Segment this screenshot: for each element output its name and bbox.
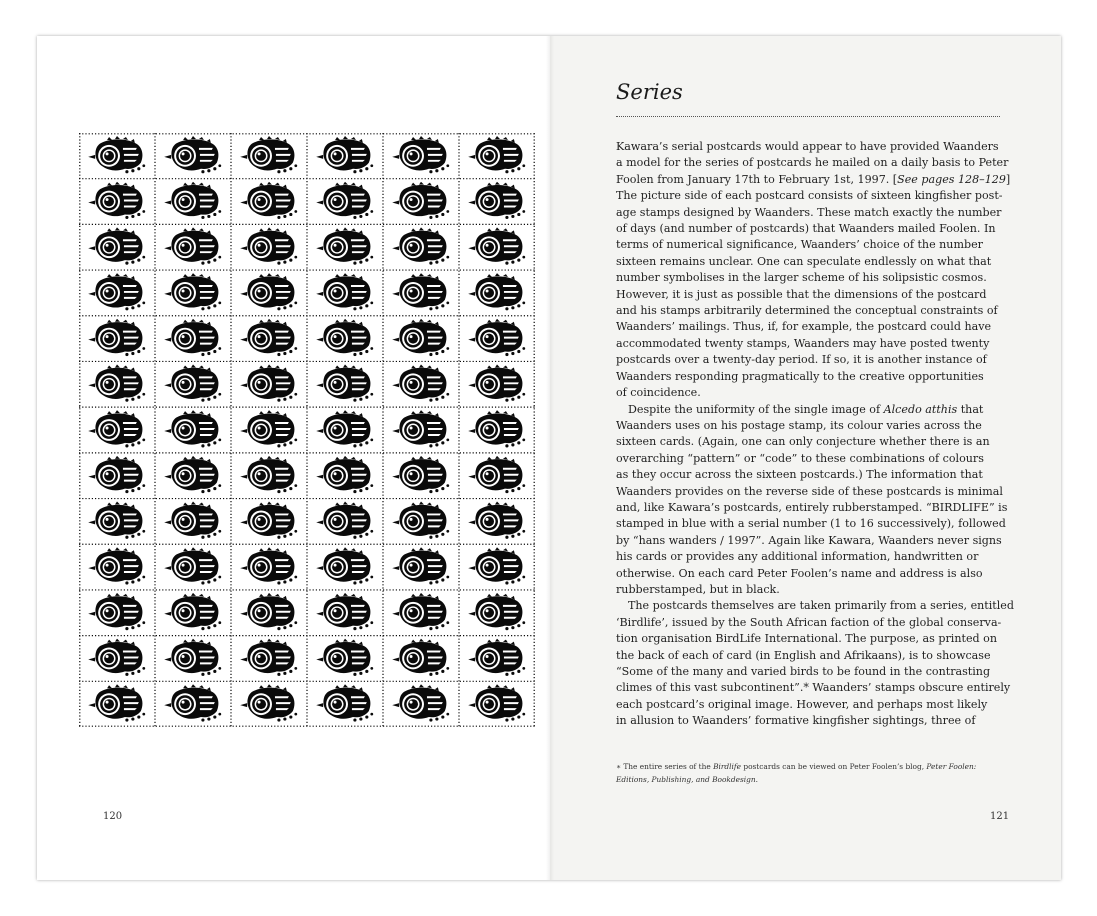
kingfisher-stamp-icon xyxy=(316,410,373,447)
text-run: rubberstamped, but in black. xyxy=(616,582,780,596)
kingfisher-stamp-icon xyxy=(164,182,221,219)
text-line xyxy=(616,369,1000,385)
text-line xyxy=(616,352,1000,368)
kingfisher-stamp-icon xyxy=(88,502,145,539)
kingfisher-stamp-icon xyxy=(164,684,221,721)
right-page xyxy=(550,36,1061,880)
kingfisher-stamp-icon xyxy=(164,593,221,630)
kingfisher-stamp-icon xyxy=(164,319,221,356)
text-run: that xyxy=(957,402,984,416)
text-line xyxy=(616,760,1000,773)
kingfisher-stamp-icon xyxy=(164,639,221,676)
text-line xyxy=(616,533,1000,549)
kingfisher-stamp-icon xyxy=(88,410,145,447)
text-run: and his stamps arbitrarily determined the conceptual constraints of xyxy=(616,304,998,318)
kingfisher-stamp-icon xyxy=(164,410,221,447)
kingfisher-stamp-icon xyxy=(468,227,525,264)
text-line xyxy=(616,713,1000,729)
kingfisher-stamp-icon xyxy=(392,273,449,310)
page-number-right: 121 xyxy=(990,811,1010,822)
kingfisher-stamp-icon xyxy=(392,547,449,584)
text-run: overarching “pattern” or “code” to these combinations of colours xyxy=(616,451,984,465)
kingfisher-stamp-icon xyxy=(392,502,449,539)
kingfisher-stamp-icon xyxy=(88,456,145,493)
kingfisher-stamp-icon xyxy=(468,684,525,721)
text-run: sixteen remains unclear. One can speculate endlessly on what that xyxy=(616,254,992,268)
text-run: Editions, Publishing, and Bookdesign xyxy=(616,775,756,784)
book-gutter xyxy=(546,36,554,880)
kingfisher-stamp-icon xyxy=(240,593,297,630)
left-page xyxy=(37,36,550,880)
kingfisher-stamp-icon xyxy=(316,547,373,584)
text-line xyxy=(616,303,1000,319)
text-run: “Some of the many and varied birds to be found in the contrasting xyxy=(616,665,991,678)
text-line xyxy=(616,237,1000,253)
text-run: age stamps designed by Waanders. These match exactly the number xyxy=(616,205,1002,219)
kingfisher-stamp-icon xyxy=(88,182,145,219)
kingfisher-stamp-icon xyxy=(392,684,449,721)
text-run: each postcard’s original image. However, and perhaps most likely xyxy=(616,697,988,711)
kingfisher-stamp-icon xyxy=(240,273,297,310)
kingfisher-stamp-icon xyxy=(88,364,145,401)
text-run: sixteen cards. (Again, one can only conjecture whether there is an xyxy=(616,435,990,449)
kingfisher-stamp-icon xyxy=(316,684,373,721)
kingfisher-stamp-icon xyxy=(316,502,373,539)
text-run: However, it is just as possible that the dimensions of the postcard xyxy=(616,287,987,301)
kingfisher-stamp-icon xyxy=(316,227,373,264)
kingfisher-stamp-icon xyxy=(468,364,525,401)
kingfisher-stamp-icon xyxy=(316,182,373,219)
text-run: as they occur across the sixteen postcards.) The information that xyxy=(616,468,983,482)
text-run: ‘Birdlife’, issued by the South African faction of the global conserva- xyxy=(616,615,1002,629)
text-run: in allusion to Waanders’ formative kingfisher sightings, three of xyxy=(616,714,976,728)
text-line xyxy=(616,467,1000,483)
kingfisher-stamp-icon xyxy=(88,136,145,173)
text-run: stamped in blue with a serial number (1 to 16 successively), followed xyxy=(616,517,1006,531)
text-run: postcards over a twenty-day period. If so, it is another instance of xyxy=(616,353,987,367)
text-run: by “hans wanders / 1997”. Again like Kawara, Waanders never signs xyxy=(616,533,1002,547)
body-text xyxy=(616,139,1014,730)
text-line xyxy=(616,155,1009,171)
kingfisher-stamp-icon xyxy=(240,364,297,401)
text-line xyxy=(616,773,1000,786)
text-run: postcards can be viewed on Peter Foolen’s blog, xyxy=(740,762,927,771)
paragraph xyxy=(616,402,1008,599)
kingfisher-stamp-icon xyxy=(392,227,449,264)
kingfisher-stamp-icon xyxy=(316,136,373,173)
kingfisher-stamp-icon xyxy=(88,273,145,310)
kingfisher-stamp-icon xyxy=(468,273,525,310)
text-line xyxy=(616,664,1000,680)
text-line xyxy=(616,270,1000,286)
text-line xyxy=(616,402,1000,418)
text-line xyxy=(616,254,1000,270)
kingfisher-stamp-icon xyxy=(316,319,373,356)
kingfisher-stamp-icon xyxy=(468,136,525,173)
kingfisher-stamp-icon xyxy=(88,227,145,264)
text-run: of coincidence. xyxy=(616,386,701,400)
kingfisher-stamp-icon xyxy=(392,456,449,493)
kingfisher-stamp-icon xyxy=(240,684,297,721)
section-heading: Series xyxy=(616,80,683,104)
kingfisher-stamp-icon xyxy=(164,547,221,584)
text-run: Alcedo atthis xyxy=(883,402,958,416)
text-line xyxy=(616,172,1011,188)
text-run: Despite the uniformity of the single image of xyxy=(628,402,884,416)
text-line xyxy=(616,139,1000,155)
kingfisher-stamp-icon xyxy=(392,182,449,219)
kingfisher-stamp-icon xyxy=(316,593,373,630)
text-run: of days (and number of postcards) that Waanders mailed Foolen. In xyxy=(616,222,996,236)
text-line xyxy=(616,287,1000,303)
text-line xyxy=(616,516,1006,532)
text-run: Waanders provides on the reverse side of these postcards is minimal xyxy=(616,484,1003,498)
kingfisher-stamp-icon xyxy=(88,639,145,676)
text-line xyxy=(616,615,1000,631)
text-run: Waanders uses on his postage stamp, its colour varies across the xyxy=(616,418,982,432)
text-run: Foolen from January 17th to February 1st, 1997. [ xyxy=(616,172,898,186)
kingfisher-stamp-icon xyxy=(240,456,297,493)
text-line xyxy=(616,549,1000,565)
kingfisher-stamp-grid xyxy=(79,133,535,727)
kingfisher-stamp-icon xyxy=(392,639,449,676)
kingfisher-stamp-icon xyxy=(468,456,525,493)
text-line xyxy=(616,418,1000,434)
text-run: a model for the series of postcards he mailed on a daily basis to Peter xyxy=(616,156,1009,170)
text-run: ] xyxy=(1005,172,1011,186)
text-line xyxy=(616,697,1000,713)
text-line xyxy=(616,434,1000,450)
text-run: his cards or provides any additional information, handwritten or xyxy=(616,550,979,564)
text-run: climes of this vast subcontinent”.* Waanders’ stamps obscure entirely xyxy=(616,681,1011,695)
page-number-left: 120 xyxy=(103,811,123,822)
kingfisher-stamp-icon xyxy=(240,547,297,584)
kingfisher-stamp-icon xyxy=(240,502,297,539)
kingfisher-stamp-icon xyxy=(240,639,297,676)
paragraph xyxy=(616,598,1014,729)
stamp-sheet xyxy=(79,133,535,727)
text-line xyxy=(616,319,1000,335)
kingfisher-stamp-icon xyxy=(468,410,525,447)
kingfisher-stamp-icon xyxy=(468,593,525,630)
footnote xyxy=(616,760,1000,786)
text-line xyxy=(616,631,1000,647)
text-run: . xyxy=(755,775,758,784)
text-line xyxy=(616,566,1000,582)
kingfisher-stamp-icon xyxy=(88,319,145,356)
kingfisher-stamp-icon xyxy=(392,410,449,447)
text-run: The picture side of each postcard consists of sixteen kingfisher post- xyxy=(616,189,1003,203)
text-run: Waanders responding pragmatically to the creative opportunities xyxy=(616,369,984,383)
text-run: terms of numerical significance, Waanders’ choice of the number xyxy=(616,238,983,252)
text-run: the back of each of card (in English and Afrikaans), is to showcase xyxy=(616,648,991,662)
text-run: number symbolises in the larger scheme of his solipsistic cosmos. xyxy=(616,271,987,285)
kingfisher-stamp-icon xyxy=(240,136,297,173)
kingfisher-stamp-icon xyxy=(88,593,145,630)
kingfisher-stamp-icon xyxy=(240,227,297,264)
kingfisher-stamp-icon xyxy=(164,502,221,539)
heading-dotted-rule xyxy=(616,116,1000,117)
kingfisher-stamp-icon xyxy=(164,227,221,264)
kingfisher-stamp-icon xyxy=(164,136,221,173)
text-line xyxy=(616,205,1000,221)
kingfisher-stamp-icon xyxy=(88,547,145,584)
text-line xyxy=(616,188,1003,204)
text-run: and, like Kawara’s postcards, entirely rubberstamped. “BIRDLIFE” is xyxy=(616,500,1008,514)
text-run: accommodated twenty stamps, Waanders may have posted twenty xyxy=(616,336,990,350)
kingfisher-stamp-icon xyxy=(392,593,449,630)
text-run: The postcards themselves are taken primarily from a series, entitled xyxy=(628,599,1014,613)
text-run: Peter Foolen: xyxy=(926,762,977,771)
kingfisher-stamp-icon xyxy=(468,547,525,584)
text-run: See pages 128–129 xyxy=(897,172,1006,186)
text-line xyxy=(616,221,1000,237)
text-line xyxy=(616,336,1000,352)
kingfisher-stamp-icon xyxy=(316,639,373,676)
text-line xyxy=(616,648,1000,664)
kingfisher-stamp-icon xyxy=(316,364,373,401)
kingfisher-stamp-icon xyxy=(164,364,221,401)
book-spread xyxy=(37,36,1061,880)
kingfisher-stamp-icon xyxy=(240,182,297,219)
text-line xyxy=(616,680,1011,696)
paragraph xyxy=(616,139,1011,402)
text-line xyxy=(616,500,1008,516)
text-run: Waanders’ mailings. Thus, if, for example, the postcard could have xyxy=(616,320,992,334)
kingfisher-stamp-icon xyxy=(316,273,373,310)
kingfisher-stamp-icon xyxy=(468,319,525,356)
kingfisher-stamp-icon xyxy=(164,273,221,310)
text-line xyxy=(616,451,1000,467)
text-line xyxy=(616,582,1000,598)
kingfisher-stamp-icon xyxy=(392,136,449,173)
text-line xyxy=(616,598,1014,614)
kingfisher-stamp-icon xyxy=(164,456,221,493)
text-run: tion organisation BirdLife International. The purpose, as printed on xyxy=(616,632,997,646)
text-run: ∗ The entire series of the xyxy=(616,762,714,771)
kingfisher-stamp-icon xyxy=(316,456,373,493)
kingfisher-stamp-icon xyxy=(88,684,145,721)
kingfisher-stamp-icon xyxy=(392,319,449,356)
kingfisher-stamp-icon xyxy=(240,410,297,447)
kingfisher-stamp-icon xyxy=(468,502,525,539)
kingfisher-stamp-icon xyxy=(468,182,525,219)
text-run: Kawara’s serial postcards would appear to have provided Waanders xyxy=(616,140,999,153)
kingfisher-stamp-icon xyxy=(240,319,297,356)
text-run: otherwise. On each card Peter Foolen’s name and address is also xyxy=(616,566,983,580)
kingfisher-stamp-icon xyxy=(468,639,525,676)
kingfisher-stamp-icon xyxy=(392,364,449,401)
text-run: Birdlife xyxy=(713,762,741,771)
text-line xyxy=(616,484,1003,500)
text-line xyxy=(616,385,1000,401)
